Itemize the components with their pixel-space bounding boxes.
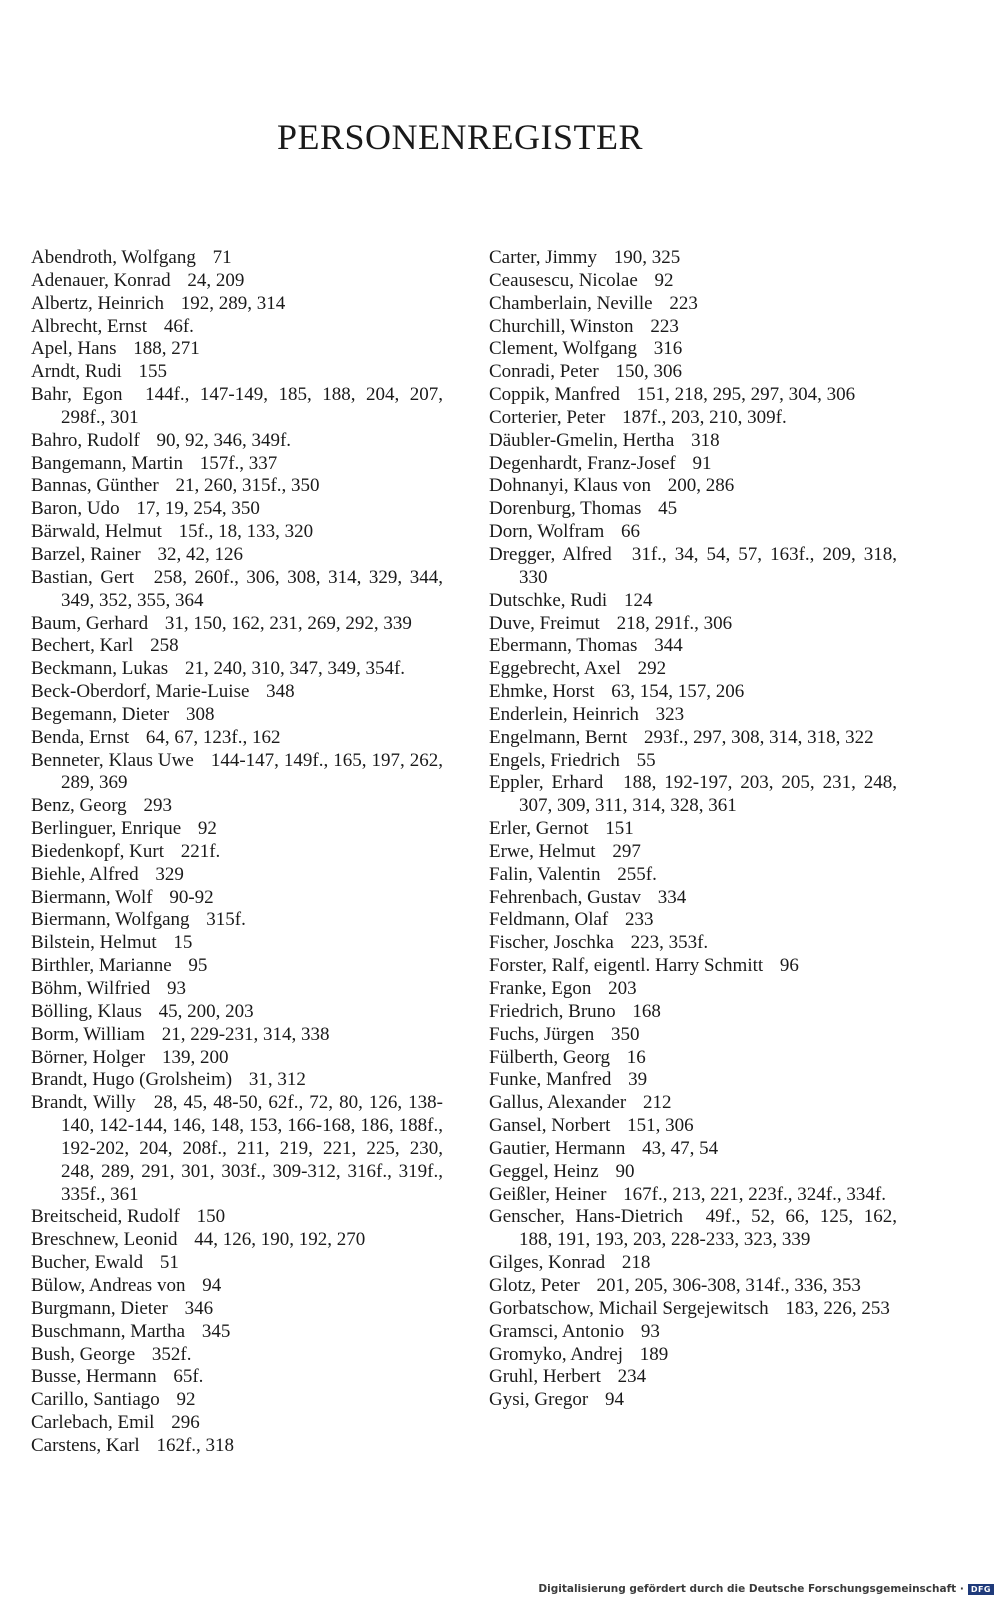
- person-name: Bahr, Egon: [31, 384, 123, 406]
- page-references: 192, 289, 314: [180, 292, 286, 314]
- person-name: Funke, Manfred: [489, 1069, 612, 1091]
- page-references: 15f., 18, 133, 320: [178, 521, 314, 543]
- index-entry: [489, 475, 897, 498]
- index-entry: [31, 955, 443, 978]
- person-name: Glotz, Peter: [489, 1274, 580, 1296]
- page-references: 308: [185, 703, 215, 725]
- index-entry: [489, 270, 897, 293]
- page-references: 318: [691, 429, 720, 451]
- index-entry: [489, 772, 897, 818]
- index-entry: [489, 1344, 897, 1367]
- person-name: Gilges, Konrad: [489, 1252, 606, 1274]
- page-references: 139, 200: [162, 1046, 229, 1068]
- page-references: 96: [779, 955, 799, 977]
- index-entry: [31, 544, 443, 567]
- page-references: 151, 306: [627, 1115, 694, 1137]
- person-name: Beck-Oberdorf, Marie-Luise: [31, 681, 250, 703]
- page-references: 55: [636, 749, 656, 771]
- person-name: Geggel, Heinz: [489, 1160, 599, 1182]
- index-entry: [489, 1024, 897, 1047]
- person-name: Albrecht, Ernst: [31, 315, 148, 337]
- page-references: 200, 286: [667, 475, 735, 497]
- page-references: 190, 325: [613, 247, 681, 268]
- page-references: 255f.: [617, 863, 657, 885]
- index-entry: [489, 1092, 897, 1115]
- page-references: 188, 192-197, 203, 205, 231, 248, 307, 309, 311, 314, 328, 361: [519, 772, 897, 817]
- index-entry: [489, 384, 897, 407]
- index-entry: [489, 978, 897, 1001]
- person-name: Ebermann, Thomas: [489, 635, 638, 657]
- index-entry: [31, 338, 443, 361]
- page-references: 65f.: [173, 1366, 204, 1388]
- person-name: Brandt, Hugo (Grolsheim): [31, 1069, 233, 1091]
- index-column-left: [31, 247, 443, 1458]
- page-references: 63, 154, 157, 206: [611, 681, 745, 703]
- page-references: 296: [171, 1412, 200, 1434]
- index-entry: [31, 681, 443, 704]
- page-references: 151, 218, 295, 297, 304, 306: [636, 384, 856, 406]
- person-name: Biedenkopf, Kurt: [31, 840, 164, 862]
- person-name: Dutschke, Rudi: [489, 589, 608, 611]
- page-references: 167f., 213, 221, 223f., 324f., 334f.: [623, 1183, 886, 1205]
- person-name: Erler, Gernot: [489, 818, 589, 840]
- index-entry: [489, 430, 897, 453]
- index-entry: [489, 1366, 897, 1389]
- page-references: 93: [640, 1320, 660, 1342]
- page-references: 150, 306: [615, 361, 683, 383]
- page-references: 350: [610, 1023, 640, 1045]
- person-name: Gallus, Alexander: [489, 1092, 627, 1114]
- person-name: Gansel, Norbert: [489, 1115, 611, 1137]
- person-name: Gysi, Gregor: [489, 1389, 589, 1411]
- person-name: Gramsci, Antonio: [489, 1320, 625, 1342]
- person-name: Bilstein, Helmut: [31, 932, 157, 954]
- index-entry: [31, 635, 443, 658]
- person-name: Arndt, Rudi: [31, 361, 122, 383]
- page-references: 90, 92, 346, 349f.: [156, 429, 292, 451]
- page-references: 218: [621, 1252, 651, 1274]
- page-references: 233: [625, 909, 654, 931]
- index-entry: [489, 544, 897, 590]
- index-entry: [31, 727, 443, 750]
- index-entry: [31, 1252, 443, 1275]
- page-references: 43, 47, 54: [642, 1137, 719, 1159]
- person-name: Dohnanyi, Klaus von: [489, 475, 652, 497]
- person-name: Eppler, Erhard: [489, 772, 604, 794]
- index-entry: [489, 1206, 897, 1252]
- person-name: Carillo, Santiago: [31, 1389, 160, 1411]
- person-name: Forster, Ralf, eigentl. Harry Schmitt: [489, 955, 764, 977]
- page-references: 223: [650, 315, 679, 337]
- page-references: 39: [628, 1069, 648, 1091]
- page-references: 218, 291f., 306: [616, 612, 733, 634]
- index-entry: [489, 750, 897, 773]
- index-entry: [489, 658, 897, 681]
- page-references: 31, 150, 162, 231, 269, 292, 339: [164, 612, 412, 634]
- index-entry: [31, 750, 443, 796]
- index-entry: [31, 293, 443, 316]
- index-entry: [489, 293, 897, 316]
- person-name: Busse, Hermann: [31, 1366, 157, 1388]
- person-name: Böhm, Wilfried: [31, 978, 151, 999]
- page-references: 51: [159, 1252, 179, 1274]
- page-references: 344: [654, 635, 683, 657]
- person-name: Bahro, Rudolf: [31, 429, 140, 451]
- person-name: Ceausescu, Nicolae: [489, 269, 638, 291]
- page-references: 44, 126, 190, 192, 270: [194, 1229, 366, 1251]
- index-entry: [31, 818, 443, 841]
- person-name: Fuchs, Jürgen: [489, 1023, 595, 1045]
- index-entry: [31, 1321, 443, 1344]
- index-entry: [489, 909, 897, 932]
- person-name: Berlinguer, Enrique: [31, 818, 182, 840]
- index-entry: [489, 1047, 897, 1070]
- index-entry: [31, 1092, 443, 1206]
- person-name: Buschmann, Martha: [31, 1320, 186, 1342]
- index-entry: [489, 887, 897, 910]
- index-entry: [489, 864, 897, 887]
- person-name: Biermann, Wolfgang: [31, 909, 190, 931]
- page-references: 94: [202, 1274, 222, 1296]
- page-references: 297: [612, 840, 641, 862]
- index-entry: [489, 361, 897, 384]
- person-name: Breitscheid, Rudolf: [31, 1206, 180, 1228]
- person-name: Biehle, Alfred: [31, 863, 139, 885]
- page-references: 329: [155, 863, 184, 885]
- page-references: 315f.: [206, 909, 246, 931]
- person-name: Bangemann, Martin: [31, 452, 183, 474]
- page-references: 221f.: [180, 840, 221, 862]
- page-references: 234: [617, 1366, 647, 1388]
- page-references: 31, 312: [248, 1069, 306, 1091]
- person-name: Friedrich, Bruno: [489, 1000, 616, 1022]
- page-references: 92: [176, 1389, 196, 1411]
- index-entry: [31, 887, 443, 910]
- index-entry: [31, 909, 443, 932]
- page-references: 144f., 147-149, 185, 188, 204, 207, 298f., 301: [61, 384, 444, 428]
- person-name: Birthler, Marianne: [31, 955, 172, 977]
- index-entry: [489, 818, 897, 841]
- person-name: Bucher, Ewald: [31, 1252, 144, 1274]
- index-entry: [31, 1024, 443, 1047]
- index-entry: [489, 613, 897, 636]
- page-references: 92: [654, 269, 674, 291]
- index-entry: [489, 1252, 897, 1275]
- page-references: 188, 271: [133, 338, 200, 360]
- index-entry: [31, 795, 443, 818]
- index-column-right: [489, 247, 897, 1412]
- index-entry: [489, 704, 897, 727]
- person-name: Apel, Hans: [31, 338, 117, 360]
- person-name: Carstens, Karl: [31, 1434, 140, 1456]
- index-entry: [489, 955, 897, 978]
- page-references: 212: [642, 1092, 672, 1114]
- page-references: 258, 260f., 306, 308, 314, 329, 344, 349, 352, 355, 364: [61, 566, 444, 611]
- person-name: Engelmann, Bernt: [489, 726, 628, 748]
- index-entry: [489, 727, 897, 750]
- index-entry: [31, 1412, 443, 1435]
- person-name: Baron, Udo: [31, 498, 120, 520]
- person-name: Conradi, Peter: [489, 361, 599, 383]
- person-name: Gromyko, Andrej: [489, 1343, 624, 1365]
- page-references: 155: [138, 361, 168, 383]
- person-name: Burgmann, Dieter: [31, 1297, 168, 1319]
- person-name: Benz, Georg: [31, 795, 127, 817]
- page-references: 66: [621, 521, 641, 543]
- page-references: 203: [608, 978, 637, 999]
- page-references: 92: [197, 818, 217, 840]
- page-references: 24, 209: [187, 269, 245, 291]
- person-name: Falin, Valentin: [489, 863, 601, 885]
- person-name: Bechert, Karl: [31, 635, 134, 657]
- person-name: Fehrenbach, Gustav: [489, 886, 641, 908]
- footer-text: Digitalisierung gefördert durch die Deutsche Forschungsgemeinschaft ·: [538, 1583, 964, 1595]
- person-name: Benda, Ernst: [31, 726, 130, 748]
- index-entry: [489, 1298, 897, 1321]
- person-name: Bölling, Klaus: [31, 1000, 142, 1022]
- page-references: 187f., 203, 210, 309f.: [622, 406, 787, 428]
- index-entry: [31, 1435, 443, 1458]
- index-entry: [489, 316, 897, 339]
- person-name: Albertz, Heinrich: [31, 292, 164, 314]
- page-references: 293: [143, 795, 172, 817]
- page-references: 346: [184, 1297, 214, 1319]
- person-name: Breschnew, Leonid: [31, 1229, 178, 1251]
- index-entry: [31, 1344, 443, 1367]
- index-entry: [489, 1389, 897, 1412]
- page-references: 201, 205, 306-308, 314f., 336, 353: [596, 1274, 861, 1296]
- person-name: Franke, Egon: [489, 978, 592, 999]
- person-name: Churchill, Winston: [489, 315, 634, 337]
- page-references: 49f., 52, 66, 125, 162, 188, 191, 193, 203, 228-233, 323, 339: [519, 1206, 898, 1251]
- index-entry: [31, 384, 443, 430]
- person-name: Clement, Wolfgang: [489, 338, 637, 360]
- index-entry: [31, 270, 443, 293]
- index-entry: [31, 1001, 443, 1024]
- index-entry: [489, 1275, 897, 1298]
- index-entry: [31, 361, 443, 384]
- person-name: Beckmann, Lukas: [31, 658, 169, 680]
- index-entry: [31, 704, 443, 727]
- index-entry: [489, 1161, 897, 1184]
- page-references: 323: [655, 703, 685, 725]
- person-name: Coppik, Manfred: [489, 384, 620, 406]
- person-name: Begemann, Dieter: [31, 703, 170, 725]
- person-name: Geißler, Heiner: [489, 1183, 607, 1205]
- page-references: 334: [657, 886, 687, 908]
- person-name: Eggebrecht, Axel: [489, 658, 621, 680]
- index-entry: [489, 1115, 897, 1138]
- page-references: 91: [692, 452, 712, 474]
- index-entry: [489, 590, 897, 613]
- page-references: 223: [669, 292, 698, 314]
- page-references: 124: [623, 589, 653, 611]
- page-references: 223, 353f.: [630, 932, 709, 954]
- page-references: 94: [604, 1389, 624, 1411]
- person-name: Gruhl, Herbert: [489, 1366, 601, 1388]
- person-name: Däubler-Gmelin, Hertha: [489, 429, 675, 451]
- person-name: Barzel, Rainer: [31, 543, 141, 565]
- page-references: 17, 19, 254, 350: [136, 498, 260, 520]
- page-references: 90-92: [169, 886, 214, 908]
- page-references: 144-147, 149f., 165, 197, 262, 289, 369: [61, 749, 444, 794]
- person-name: Duve, Freimut: [489, 612, 600, 634]
- index-entry: [489, 1069, 897, 1092]
- page-references: 151: [605, 818, 634, 840]
- person-name: Börner, Holger: [31, 1046, 146, 1068]
- index-entry: [489, 247, 897, 270]
- person-name: Feldmann, Olaf: [489, 909, 609, 931]
- page-references: 292: [637, 658, 667, 680]
- index-entry: [489, 407, 897, 430]
- person-name: Chamberlain, Neville: [489, 292, 653, 314]
- page-references: 348: [266, 681, 295, 703]
- person-name: Fülberth, Georg: [489, 1046, 611, 1068]
- person-name: Borm, William: [31, 1023, 145, 1045]
- person-name: Bärwald, Helmut: [31, 521, 162, 543]
- page-references: 352f.: [151, 1343, 192, 1365]
- person-name: Corterier, Peter: [489, 406, 606, 428]
- person-name: Genscher, Hans-Dietrich: [489, 1206, 683, 1228]
- page-references: 71: [212, 247, 232, 268]
- index-entry: [31, 841, 443, 864]
- index-entry: [489, 1321, 897, 1344]
- index-entry: [31, 498, 443, 521]
- person-name: Bannas, Günther: [31, 475, 159, 497]
- page-references: 31f., 34, 54, 57, 163f., 209, 318, 330: [519, 543, 897, 588]
- index-entry: [31, 1275, 443, 1298]
- index-entry: [489, 681, 897, 704]
- page-references: 46f.: [163, 315, 194, 337]
- person-name: Carter, Jimmy: [489, 247, 597, 268]
- person-name: Bush, George: [31, 1343, 136, 1365]
- page-references: 258: [150, 635, 179, 657]
- page-references: 21, 229-231, 314, 338: [161, 1023, 330, 1045]
- person-name: Gorbatschow, Michail Sergejewitsch: [489, 1297, 769, 1319]
- person-name: Bastian, Gert: [31, 566, 135, 588]
- page-references: 15: [173, 932, 193, 954]
- page-references: 21, 260, 315f., 350: [175, 475, 320, 497]
- person-name: Biermann, Wolf: [31, 886, 153, 908]
- person-name: Degenhardt, Franz-Josef: [489, 452, 676, 474]
- index-entry: [489, 932, 897, 955]
- index-entry: [31, 567, 443, 613]
- person-name: Baum, Gerhard: [31, 612, 149, 634]
- index-entry: [31, 453, 443, 476]
- index-entry: [31, 1229, 443, 1252]
- page-references: 45: [658, 498, 678, 520]
- index-entry: [489, 453, 897, 476]
- page-references: 162f., 318: [156, 1434, 235, 1456]
- index-entry: [489, 338, 897, 361]
- person-name: Bülow, Andreas von: [31, 1274, 186, 1296]
- index-entry: [31, 613, 443, 636]
- index-entry: [31, 1206, 443, 1229]
- person-name: Erwe, Helmut: [489, 840, 596, 862]
- page-references: 345: [201, 1320, 231, 1342]
- page-references: 32, 42, 126: [157, 543, 243, 565]
- page-references: 21, 240, 310, 347, 349, 354f.: [184, 658, 406, 680]
- person-name: Fischer, Joschka: [489, 932, 614, 954]
- person-name: Benneter, Klaus Uwe: [31, 749, 194, 771]
- index-entry: [489, 841, 897, 864]
- footer: [538, 1583, 994, 1595]
- page-references: 316: [653, 338, 683, 360]
- index-entry: [31, 1389, 443, 1412]
- index-entry: [489, 1184, 897, 1207]
- page-references: 168: [632, 1000, 661, 1022]
- index-entry: [31, 521, 443, 544]
- index-entry: [31, 1047, 443, 1070]
- page-references: 95: [188, 955, 208, 977]
- index-entry: [31, 1069, 443, 1092]
- page-references: 183, 226, 253: [785, 1297, 890, 1319]
- index-entry: [489, 498, 897, 521]
- index-entry: [31, 475, 443, 498]
- page-title: PERSONENREGISTER: [276, 117, 644, 158]
- page-references: 93: [166, 978, 186, 999]
- dfg-logo: DFG: [968, 1584, 994, 1595]
- index-entry: [489, 1138, 897, 1161]
- person-name: Enderlein, Heinrich: [489, 703, 639, 725]
- person-name: Abendroth, Wolfgang: [31, 247, 196, 268]
- index-entry: [31, 932, 443, 955]
- person-name: Gautier, Hermann: [489, 1137, 626, 1159]
- person-name: Dregger, Alfred: [489, 543, 612, 565]
- index-entry: [31, 316, 443, 339]
- index-entry: [31, 978, 443, 1001]
- person-name: Dorn, Wolfram: [489, 521, 605, 543]
- page-references: 28, 45, 48-50, 62f., 72, 80, 126, 138-140, 142-144, 146, 148, 153, 166-168, 186, 188f., 192-202, 204, 208f., 211, 219, 221, 225, 230, 248, 289, 291, 301, 303f., 309-312, 316f., 319f., 335f., 361: [61, 1092, 443, 1205]
- page-references: 150: [196, 1206, 226, 1228]
- page-references: 157f., 337: [199, 452, 278, 474]
- index-entry: [489, 1001, 897, 1024]
- page-references: 293f., 297, 308, 314, 318, 322: [644, 726, 874, 748]
- page-references: 90: [615, 1160, 635, 1182]
- index-entry: [31, 430, 443, 453]
- page-references: 45, 200, 203: [158, 1000, 254, 1022]
- index-entry: [489, 521, 897, 544]
- person-name: Engels, Friedrich: [489, 749, 620, 771]
- index-entry: [489, 635, 897, 658]
- index-entry: [31, 247, 443, 270]
- index-entry: [31, 864, 443, 887]
- person-name: Carlebach, Emil: [31, 1412, 155, 1434]
- person-name: Adenauer, Konrad: [31, 269, 171, 291]
- person-name: Dorenburg, Thomas: [489, 498, 642, 520]
- page-references: 189: [639, 1343, 669, 1365]
- page-references: 16: [626, 1046, 646, 1068]
- index-entry: [31, 1298, 443, 1321]
- index-entry: [31, 658, 443, 681]
- person-name: Ehmke, Horst: [489, 681, 595, 703]
- page-references: 64, 67, 123f., 162: [145, 726, 281, 748]
- person-name: Brandt, Willy: [31, 1092, 136, 1114]
- index-entry: [31, 1366, 443, 1389]
